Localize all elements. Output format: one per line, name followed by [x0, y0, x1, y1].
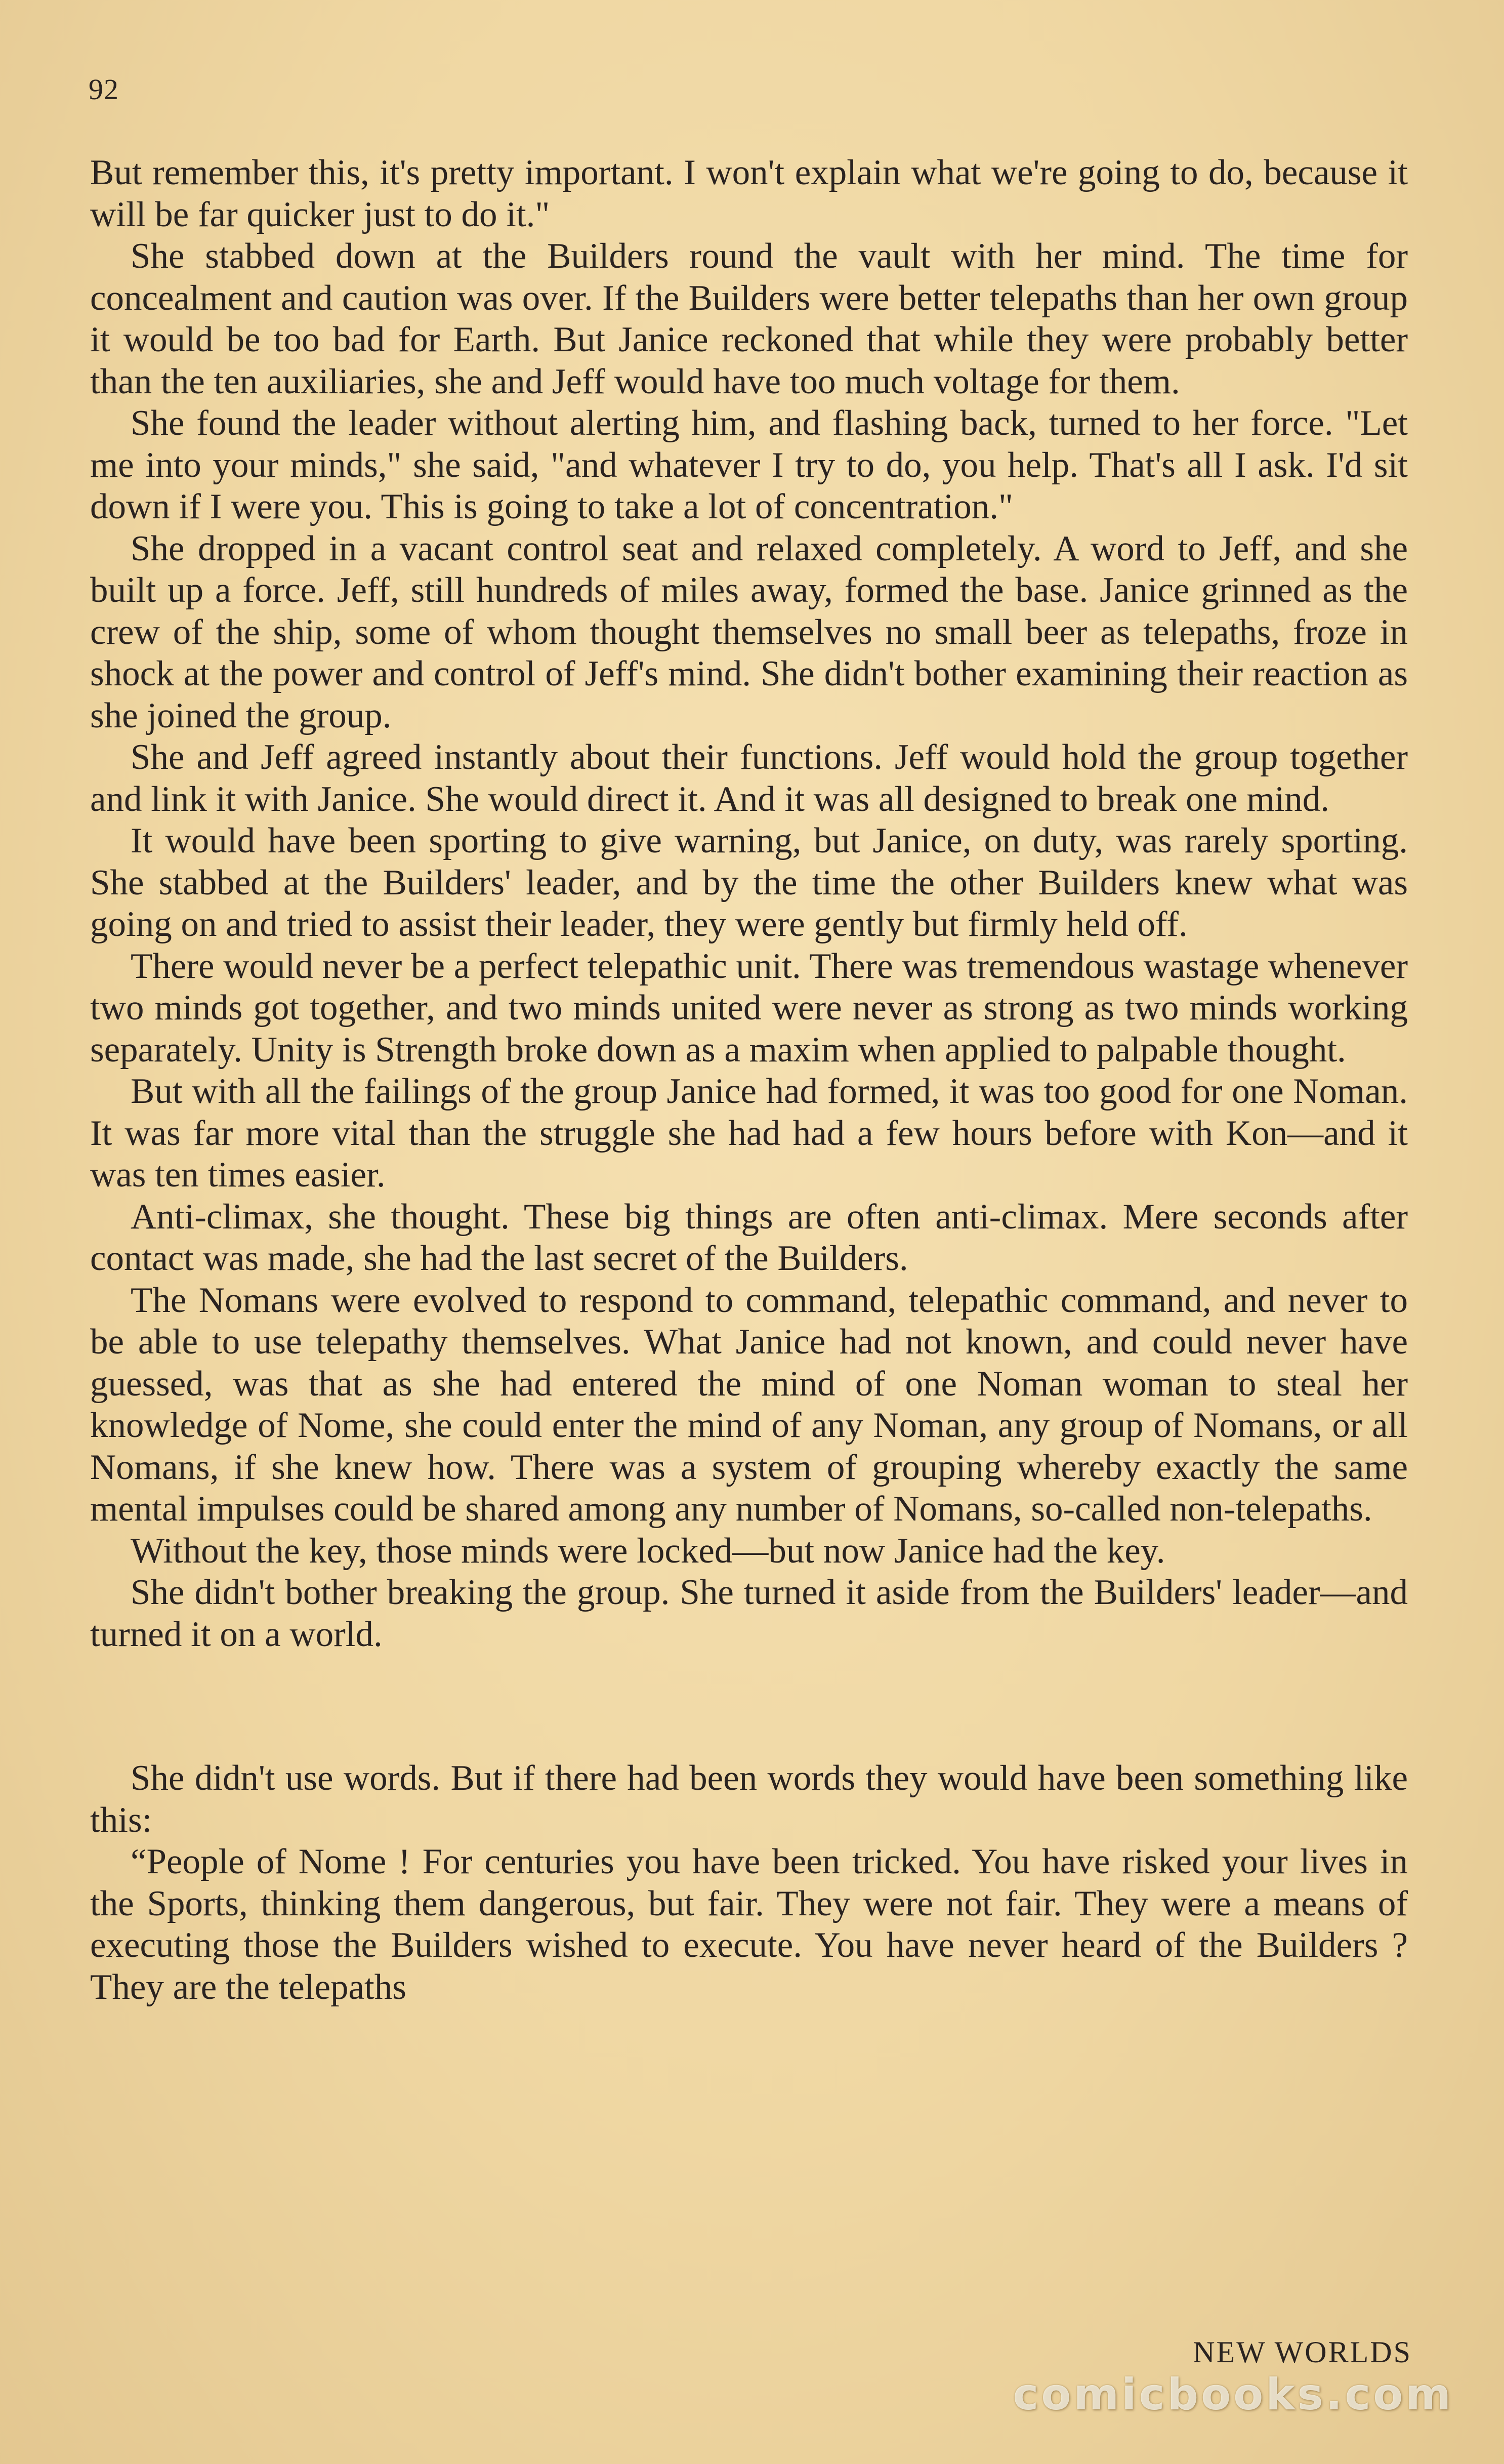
paragraph: She found the leader without alerting him, and flashing back, turned to her force. "Let me into your minds," she said, "and whatever I try to do, you help. That's all I ask. I'd sit down if I were you. This is going to take a lot of concentration." [90, 403, 1408, 526]
paragraph: The Nomans were evolved to respond to command, telepathic command, and never to be able to use telepathy themselves. What Janice had not known, and could never have guessed, was that as she had entered the mind of one Noman woman to steal her knowledge of Nome, she could enter the mind of any Noman, any group of Nomans, or all Nomans, if she knew how. There was a system of grouping whereby exactly the same mental impulses could be shared among any number of Nomans, so-called non-telepaths. [90, 1280, 1408, 1529]
paragraph: But with all the failings of the group Janice had formed, it was too good for one Noman. It was far more vital than the struggle she had had a few hours before with Kon—and it was ten times easier. [90, 1072, 1408, 1195]
page-number: 92 [89, 73, 119, 106]
paragraph: It would have been sporting to give warning, but Janice, on duty, was rarely sporting. She stabbed at the Builders' leader, and by the time the other Builders knew what was going on and tried to assist their leader, they were gently but firmly held off. [90, 821, 1408, 944]
paragraph: She and Jeff agreed instantly about their functions. Jeff would hold the group together and link it with Janice. She would direct it. And it was all designed to break one mind. [90, 737, 1408, 819]
paragraph: But remember this, it's pretty important. I won't explain what we're going to do, because it will be far quicker just to do it." [90, 153, 1408, 234]
section-break [90, 1655, 1408, 1757]
story-text [90, 152, 1408, 2008]
paragraph: She stabbed down at the Builders round the vault with her mind. The time for concealment and caution was over. If the Builders were better telepaths than her own group it would be too bad for Earth. But Janice reckoned that while they were probably better than the ten auxiliaries, she and Jeff would have too much voltage for them. [90, 236, 1408, 401]
paragraph: Without the key, those minds were locked—but now Janice had the key. [131, 1531, 1165, 1571]
paragraph: There would never be a perfect telepathic unit. There was tremendous wastage whenever two minds got together, and two minds united were never as strong as two minds working separately. Unity is Strength broke down as a maxim when applied to palpable thought. [90, 946, 1408, 1070]
paragraph: She dropped in a vacant control seat and relaxed completely. A word to Jeff, and she built up a force. Jeff, still hundreds of miles away, formed the base. Janice grinned as the crew of the ship, some of whom thought themselves no small beer as telepaths, froze in shock at the power and control of Jeff's mind. She didn't bother examining their reaction as she joined the group. [90, 528, 1408, 735]
paragraph: She didn't use words. But if there had been words they would have been something like this: [90, 1758, 1408, 1840]
paragraph: “People of Nome ! For centuries you have been tricked. You have risked your lives in the Sports, thinking them dangerous, but fair. They were not fair. They were a means of executing those the Builders wished to execute. You have never heard of the Builders ? They are the telepaths [90, 1842, 1408, 2007]
magazine-footer: NEW WORLDS [1193, 2335, 1412, 2369]
paragraph: Anti-climax, she thought. These big things are often anti-climax. Mere seconds after contact was made, she had the last secret of the Builders. [90, 1197, 1408, 1278]
watermark: comicbooks.com [1013, 2369, 1453, 2420]
paragraph: She didn't bother breaking the group. She turned it aside from the Builders' leader—and turned it on a world. [90, 1573, 1408, 1654]
